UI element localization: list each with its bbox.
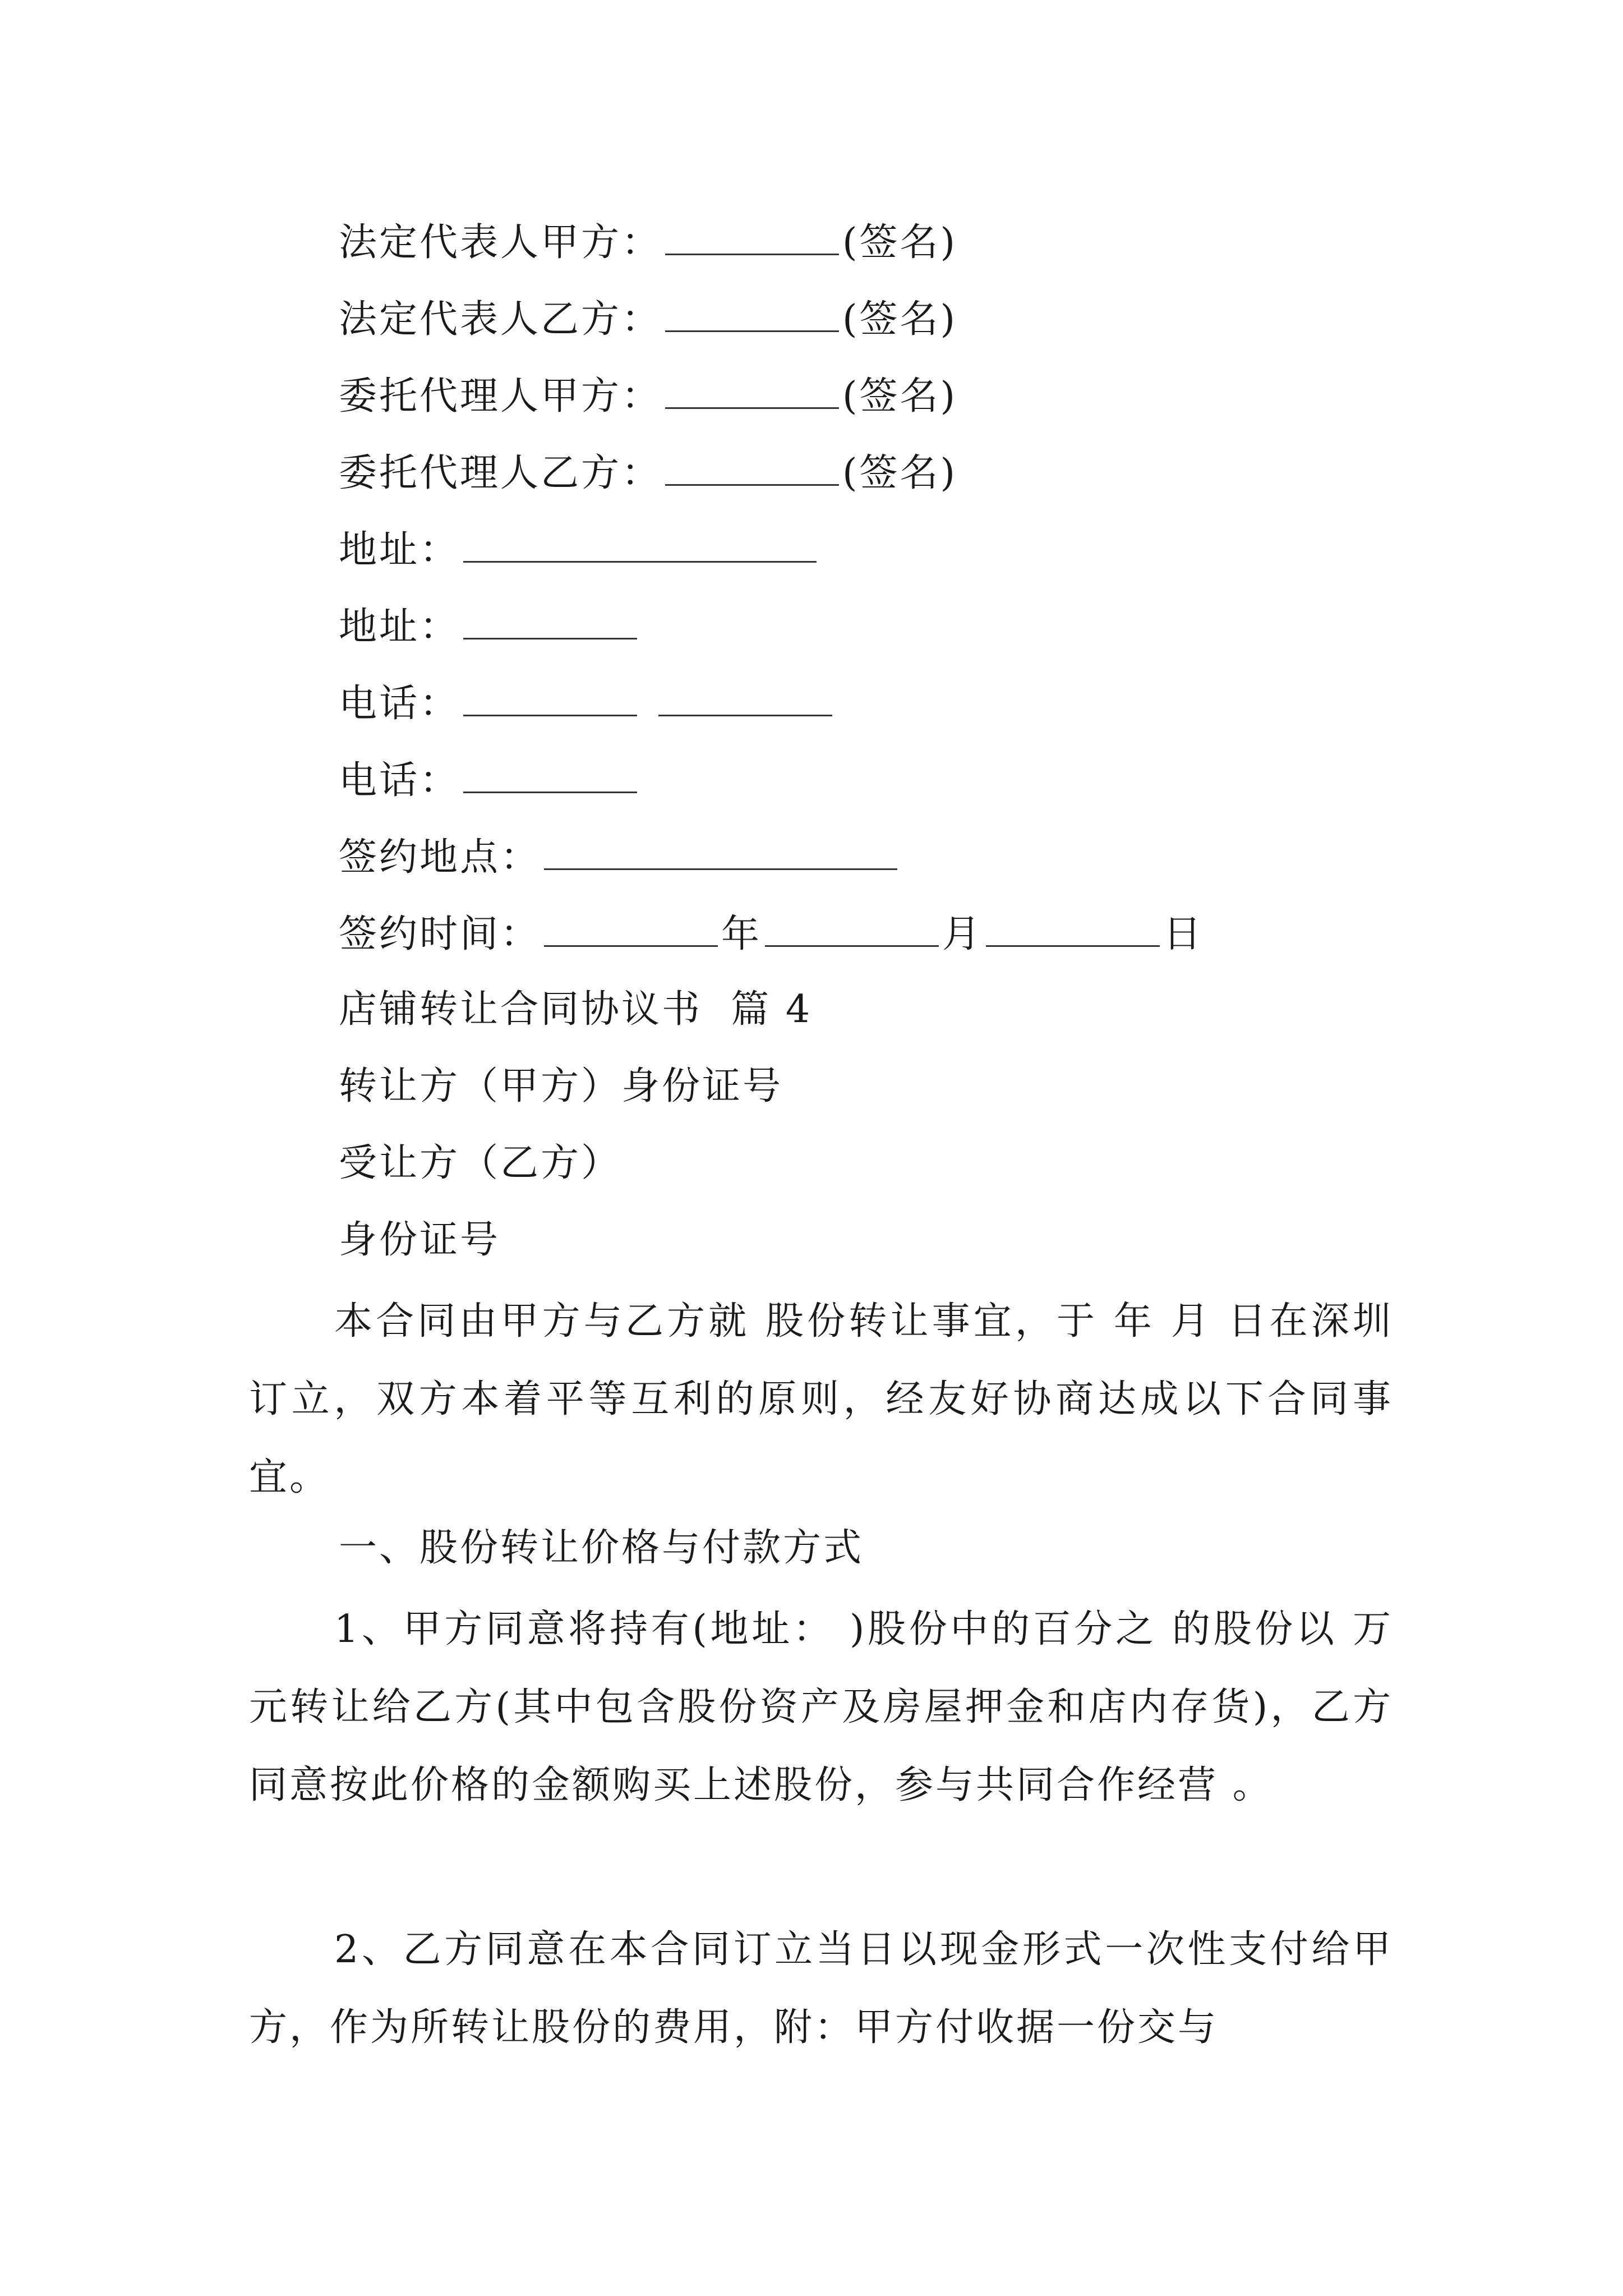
day-label: 日 xyxy=(1163,912,1204,956)
address-line-1 xyxy=(339,526,820,573)
address-blank xyxy=(463,603,637,639)
clause-heading: 一、股份转让价格与付款方式 xyxy=(339,1526,864,1570)
sign-place-blank xyxy=(544,834,897,870)
transferor-line: 转让方（甲方）身份证号 xyxy=(339,1064,783,1108)
phone-line-1 xyxy=(339,680,836,726)
id-number-line: 身份证号 xyxy=(339,1218,501,1262)
transferee-line: 受让方（乙方） xyxy=(339,1141,622,1185)
intro-paragraph: 本合同由甲方与乙方就 股份转让事宜，于 年 月 日在深圳订立，双方本着平等互利的原则，经友好协商达成以下合同事宜。 xyxy=(249,1299,1393,1499)
signature-suffix: (签名) xyxy=(842,451,958,495)
year-blank xyxy=(544,910,718,947)
signature-line-agent-b xyxy=(339,449,957,496)
phone-label: 电话： xyxy=(339,682,460,726)
year-label: 年 xyxy=(721,912,762,956)
section-title: 店铺转让合同协议书 篇 4 xyxy=(339,987,813,1032)
sign-time-line xyxy=(339,910,1204,957)
signature-label: 委托代理人乙方： xyxy=(339,451,662,495)
address-label: 地址： xyxy=(339,528,460,572)
phone-line-2 xyxy=(339,757,640,803)
address-line-2 xyxy=(339,603,640,650)
clause-1-paragraph: 1、甲方同意将持有(地址： )股份中的百分之 的股份以 万元转让给乙方(其中包含股份资产及房屋押金和店内存货)，乙方同意按此价格的金额购买上述股份，参与共同合作经营 。 xyxy=(249,1607,1393,1807)
address-blank xyxy=(463,526,817,563)
sign-place-line xyxy=(339,834,901,880)
signature-line-legal-rep-a xyxy=(339,219,957,265)
phone-label: 电话： xyxy=(339,758,460,803)
signature-suffix: (签名) xyxy=(842,297,958,342)
signature-blank xyxy=(665,296,839,332)
signature-blank xyxy=(665,372,839,409)
clause-2-paragraph: 2、乙方同意在本合同订立当日以现金形式一次性支付给甲方，作为所转让股份的费用，附：甲方付收据一份交与 xyxy=(249,1927,1393,2050)
phone-blank xyxy=(463,680,637,716)
month-label: 月 xyxy=(942,912,983,956)
signature-line-agent-a xyxy=(339,372,957,419)
signature-label: 委托代理人甲方： xyxy=(339,374,662,418)
signature-label: 法定代表人乙方： xyxy=(339,297,662,342)
day-blank xyxy=(986,910,1160,947)
signature-suffix: (签名) xyxy=(842,374,958,418)
phone-blank xyxy=(658,680,832,716)
signature-line-legal-rep-b xyxy=(339,296,957,342)
signature-suffix: (签名) xyxy=(842,220,958,265)
address-label: 地址： xyxy=(339,605,460,649)
sign-time-label: 签约时间： xyxy=(339,912,541,956)
signature-label: 法定代表人甲方： xyxy=(339,220,662,265)
month-blank xyxy=(765,910,939,947)
sign-place-label: 签约地点： xyxy=(339,835,541,880)
signature-blank xyxy=(665,449,839,486)
signature-blank xyxy=(665,219,839,255)
phone-blank xyxy=(463,757,637,793)
